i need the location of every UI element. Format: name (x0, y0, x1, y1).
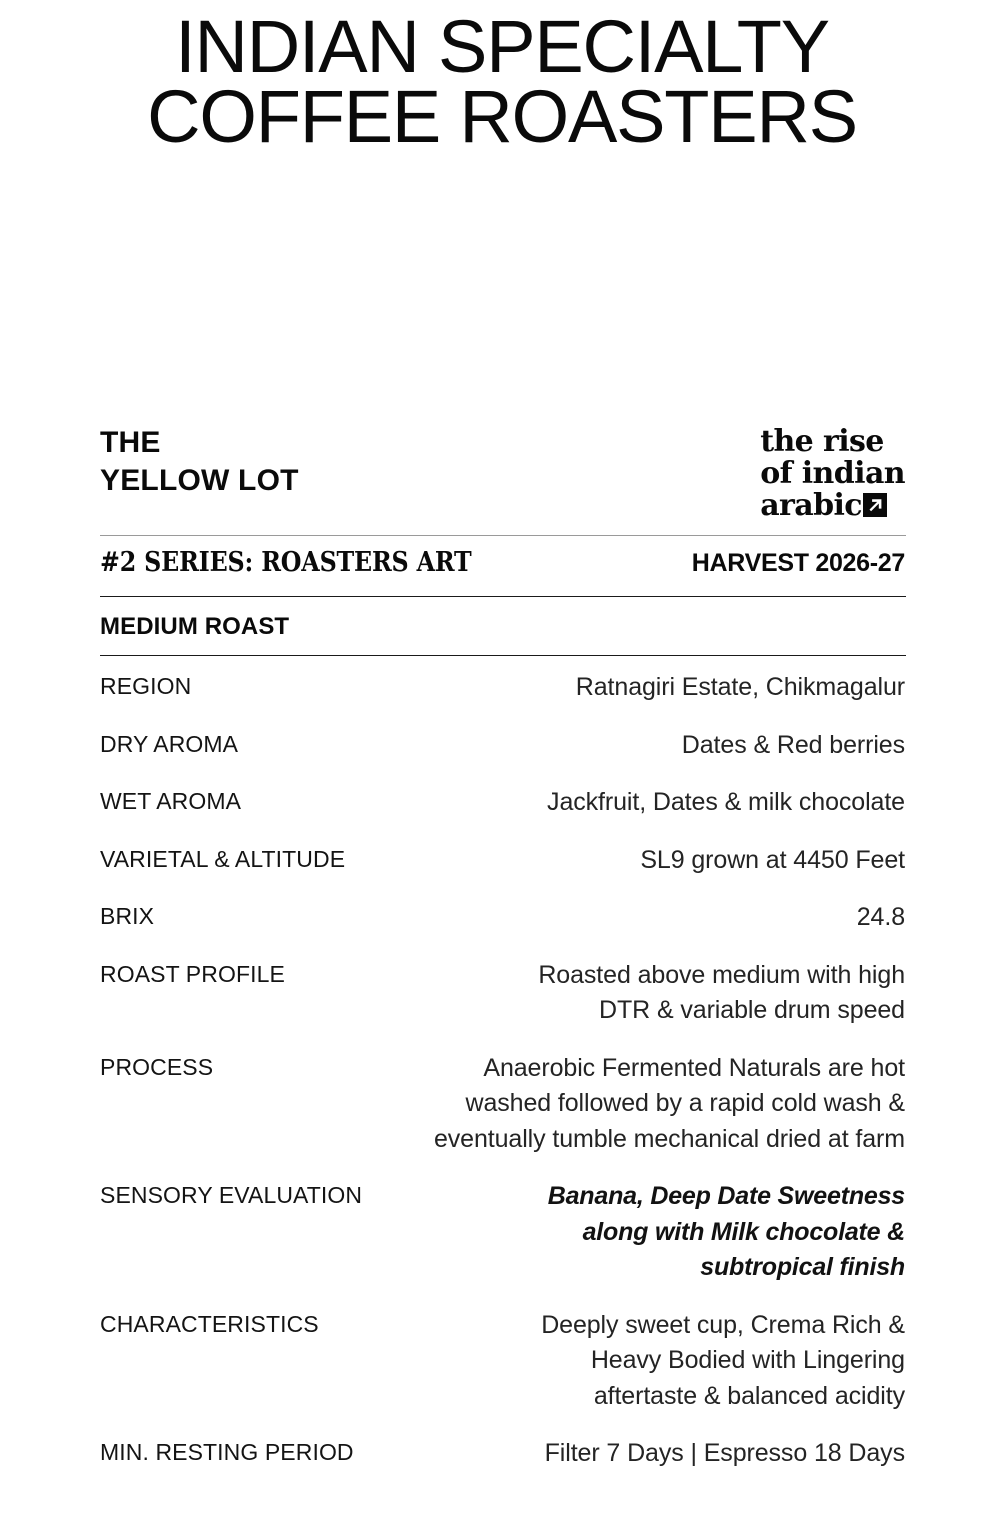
spec-value (299, 958, 905, 1029)
spec-value-line: Ratnagiri Estate, Chikmagalur (575, 673, 905, 701)
spec-value-line: DTR & variable drum speed (599, 996, 905, 1024)
spec-label: MIN. RESTING PERIOD (100, 1439, 354, 1465)
spec-label: PROCESS (100, 1053, 214, 1080)
spec-value-line: washed followed by a rapid cold wash & (465, 1089, 905, 1117)
product-name-line-1: THE (100, 426, 161, 459)
series-label: #2 SERIES: ROASTERS ART (100, 547, 472, 578)
spec-row (100, 843, 905, 879)
brand-line-1: the rise (760, 424, 884, 459)
spec-value-line: along with Milk chocolate & (582, 1217, 905, 1246)
spec-value (359, 843, 905, 879)
brand-line-3-wrap (760, 487, 905, 523)
spec-row (100, 670, 905, 706)
masthead-line-1: INDIAN SPECIALTY (175, 5, 829, 88)
brand-line-2: of indian (760, 455, 905, 491)
spec-value-line: Jackfruit, Dates & milk chocolate (547, 788, 905, 816)
spec-row (100, 1436, 905, 1472)
spec-row (100, 900, 905, 936)
spec-list (100, 670, 905, 1472)
masthead (0, 5, 1004, 159)
spec-row (100, 1051, 905, 1158)
divider-below-series (100, 596, 906, 597)
spec-value (368, 1436, 905, 1472)
spec-value (255, 785, 905, 821)
harvest-label: HARVEST 2026-27 (691, 549, 905, 577)
spec-value-line: 24.8 (856, 903, 905, 931)
spec-value (333, 1308, 905, 1415)
spec-label: SENSORY EVALUATION (100, 1182, 363, 1208)
product-name-line-2: YELLOW LOT (100, 464, 299, 498)
spec-label: ROAST PROFILE (100, 960, 285, 987)
spec-label: BRIX (100, 903, 155, 929)
spec-label: WET AROMA (100, 788, 242, 814)
spec-value (252, 728, 905, 764)
masthead-line-2: COFFEE ROASTERS (147, 75, 857, 159)
spec-value-line: Filter 7 Days | Espresso 18 Days (544, 1439, 905, 1467)
spec-row (100, 1179, 905, 1286)
series-band (100, 547, 905, 578)
spec-row (100, 785, 905, 821)
spec-value-line: subtropical finish (700, 1253, 905, 1281)
spec-value-line: Banana, Deep Date Sweetness (547, 1182, 905, 1210)
spec-value (376, 1179, 905, 1286)
spec-value-line: eventually tumble mechanical dried at farm (433, 1124, 905, 1153)
spec-row (100, 728, 905, 764)
spec-value (168, 900, 905, 936)
spec-label: DRY AROMA (100, 730, 239, 757)
spec-label: CHARACTERISTICS (100, 1310, 319, 1337)
divider-above-series (100, 535, 906, 536)
spec-value-line: Heavy Bodied with Lingering (590, 1346, 905, 1374)
divider-below-roast-level (100, 655, 906, 656)
brand-line-3: arabic (760, 487, 862, 523)
spec-value (205, 670, 905, 706)
spec-label: REGION (100, 673, 192, 699)
spec-row (100, 958, 905, 1029)
spec-value-line: SL9 grown at 4450 Feet (640, 845, 905, 874)
spec-value (227, 1051, 905, 1158)
spec-label: VARIETAL & ALTITUDE (100, 845, 346, 872)
spec-value-line: Anaerobic Fermented Naturals are hot (483, 1053, 905, 1082)
spec-value-line: aftertaste & balanced acidity (593, 1381, 905, 1410)
spec-value-line: Roasted above medium with high (538, 960, 905, 989)
spec-value-line: Dates & Red berries (681, 730, 905, 759)
roast-level: MEDIUM ROAST (100, 613, 290, 640)
product-header (100, 424, 905, 521)
product-name (100, 424, 299, 501)
spec-value-line: Deeply sweet cup, Crema Rich & (541, 1310, 905, 1339)
brand-lockup (760, 426, 905, 521)
arrow-up-right-icon (863, 493, 887, 517)
spec-row (100, 1308, 905, 1415)
